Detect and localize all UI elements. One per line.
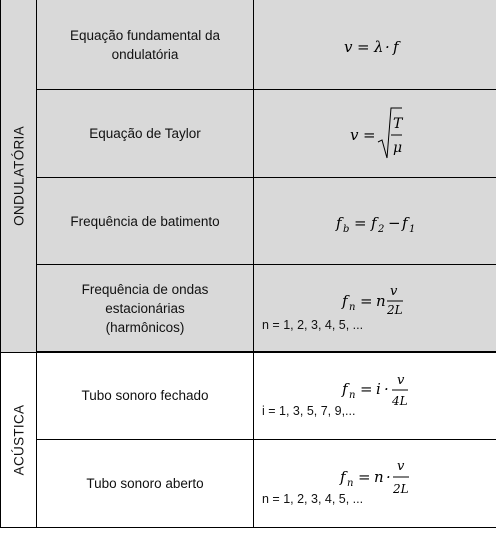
svg-text:=: =: [363, 126, 376, 144]
formula-cell: [254, 0, 496, 89]
svg-text:v: v: [390, 284, 398, 299]
svg-text:f: f: [402, 214, 408, 232]
formula-cell: [254, 440, 496, 527]
table-row: [37, 440, 496, 528]
grid-line: [0, 352, 496, 353]
svg-text:=: =: [360, 292, 373, 310]
svg-text:b: b: [343, 224, 350, 235]
svg-text:v: v: [344, 38, 353, 56]
row-label: Equação fundamental da ondulatória: [69, 27, 221, 62]
svg-text:μ: μ: [393, 140, 403, 156]
svg-text:·: ·: [385, 38, 390, 56]
table-row: [37, 0, 496, 90]
formula-cell: [254, 265, 496, 351]
svg-text:n: n: [347, 478, 354, 489]
section-label-acustica: ACÚSTICA: [11, 404, 26, 476]
svg-text:n: n: [376, 292, 386, 310]
svg-text:n: n: [349, 302, 356, 313]
svg-text:v: v: [397, 373, 405, 388]
formula-standing-waves: [254, 265, 496, 351]
svg-text:=: =: [358, 468, 371, 486]
grid-line: [36, 0, 37, 528]
row-label: Frequência de ondas estacionárias (harmônicos): [81, 281, 209, 335]
harmonic-index-note: n = 1, 2, 3, 4, 5, ...: [262, 318, 364, 332]
svg-text:2L: 2L: [393, 482, 409, 496]
section-label-ondulatoria: ONDULATÓRIA: [11, 126, 26, 226]
grid-line: [253, 0, 254, 528]
svg-text:f: f: [342, 380, 348, 398]
svg-text:λ: λ: [374, 38, 384, 56]
svg-text:2L: 2L: [387, 303, 403, 317]
table-row: [37, 90, 496, 178]
row-label: Tubo sonoro aberto: [86, 476, 204, 491]
row-label: Frequência de batimento: [70, 213, 220, 229]
svg-text:T: T: [393, 116, 403, 132]
svg-text:·: ·: [384, 380, 389, 398]
table-row: [37, 178, 496, 265]
formula-cell: [254, 352, 496, 439]
svg-text:v: v: [397, 459, 405, 474]
svg-text:−: −: [388, 214, 401, 232]
svg-text:f: f: [336, 214, 342, 232]
section-acustica: [0, 352, 37, 528]
svg-text:f: f: [371, 214, 377, 232]
svg-text:1: 1: [409, 224, 416, 235]
row-label: Tubo sonoro fechado: [81, 388, 209, 403]
svg-text:i: i: [376, 380, 381, 398]
formula-taylor: [254, 90, 496, 177]
harmonic-index-note: n = 1, 2, 3, 4, 5, ...: [262, 492, 364, 506]
svg-text:4L: 4L: [392, 394, 408, 408]
svg-text:n: n: [349, 390, 356, 401]
svg-text:2: 2: [378, 224, 385, 235]
section-ondulatoria: [0, 0, 37, 352]
svg-text:=: =: [357, 38, 370, 56]
formula-open-tube: [254, 440, 496, 527]
svg-text:f: f: [393, 38, 399, 56]
row-label: Equação de Taylor: [89, 126, 201, 141]
formula-cell: [254, 90, 496, 177]
formula-cell: [254, 178, 496, 264]
table-row: [37, 265, 496, 352]
svg-text:v: v: [350, 126, 359, 144]
svg-text:=: =: [354, 214, 367, 232]
svg-text:f: f: [340, 468, 346, 486]
formula-closed-tube: [254, 352, 496, 439]
formula-beat-frequency: [254, 178, 496, 264]
harmonic-index-note: i = 1, 3, 5, 7, 9,...: [262, 404, 356, 418]
grid-line: [0, 527, 496, 528]
svg-text:f: f: [342, 292, 348, 310]
svg-text:=: =: [360, 380, 373, 398]
formula-wave-equation: [254, 0, 496, 89]
svg-text:n: n: [374, 468, 384, 486]
table-row: [37, 352, 496, 440]
svg-text:·: ·: [386, 468, 391, 486]
grid-line: [0, 0, 1, 528]
